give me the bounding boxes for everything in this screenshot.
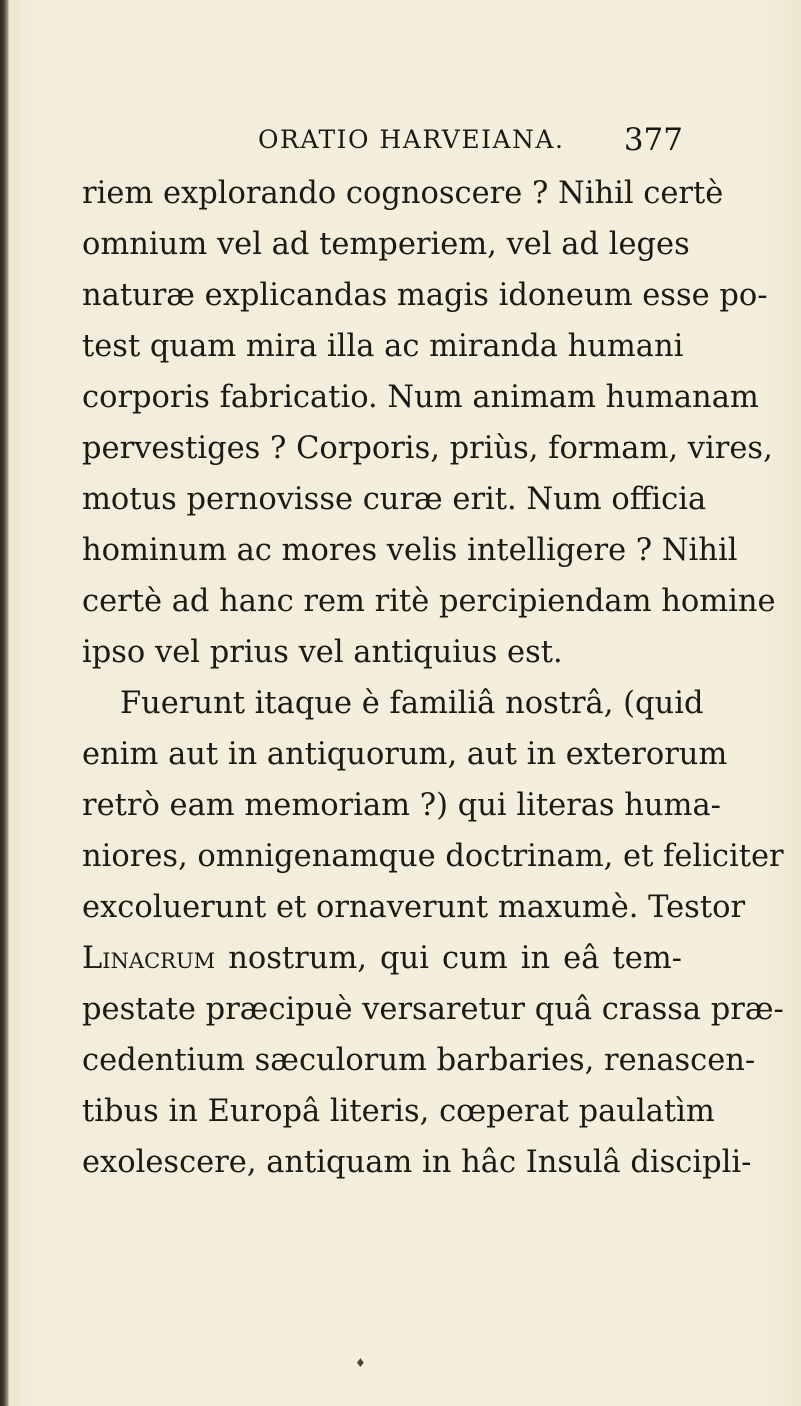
text-line: omnium vel ad temperiem, vel ad leges — [82, 227, 690, 262]
text-block — [82, 168, 784, 1188]
text-line: certè ad hanc rem ritè percipiendam homine — [82, 584, 776, 619]
text-line: retrò eam memoriam ?) qui literas huma- — [82, 788, 721, 823]
running-title: ORATIO HARVEIANA. — [258, 125, 565, 154]
text-line: niores, omnigenamque doctrinam, et feliciter — [82, 839, 784, 874]
page-number: 377 — [623, 122, 683, 158]
page-spine-edge — [0, 0, 9, 1406]
text-line: cedentium sæculorum barbaries, renascen- — [82, 1043, 756, 1078]
text-line: corporis fabricatio. Num animam humanam — [82, 380, 759, 415]
text-line — [82, 933, 682, 984]
text-line: motus pernovisse curæ erit. Num officia — [82, 482, 707, 517]
paragraph-end-line: ipso vel prius vel antiquius est. — [82, 635, 563, 670]
name-linacrum: Linacrum — [82, 941, 216, 976]
footer-ornament: ♦ — [355, 1356, 366, 1370]
text-line-rest: nostrum, qui cum in eâ tem- — [215, 941, 682, 976]
text-line: naturæ explicandas magis idoneum esse po- — [82, 278, 768, 313]
text-line: tibus in Europâ literis, cœperat paulatìm — [82, 1094, 715, 1129]
text-line: enim aut in antiquorum, aut in exterorum — [82, 737, 728, 772]
text-line: pervestiges ? Corporis, priùs, formam, vires, — [82, 431, 773, 466]
text-line: excoluerunt et ornaverunt maxumè. Testor — [82, 890, 746, 925]
text-line: exolescere, antiquam in hâc Insulâ discipli- — [82, 1145, 752, 1180]
running-head — [258, 120, 683, 160]
text-line: pestate præcipuè versaretur quâ crassa præ- — [82, 992, 784, 1027]
paragraph-start-line: Fuerunt itaque è familiâ nostrâ, (quid — [120, 686, 704, 721]
text-line: hominum ac mores velis intelligere ? Nihil — [82, 533, 738, 568]
text-line: test quam mira illa ac miranda humani — [82, 329, 684, 364]
text-line: riem explorando cognoscere ? Nihil certè — [82, 176, 724, 211]
